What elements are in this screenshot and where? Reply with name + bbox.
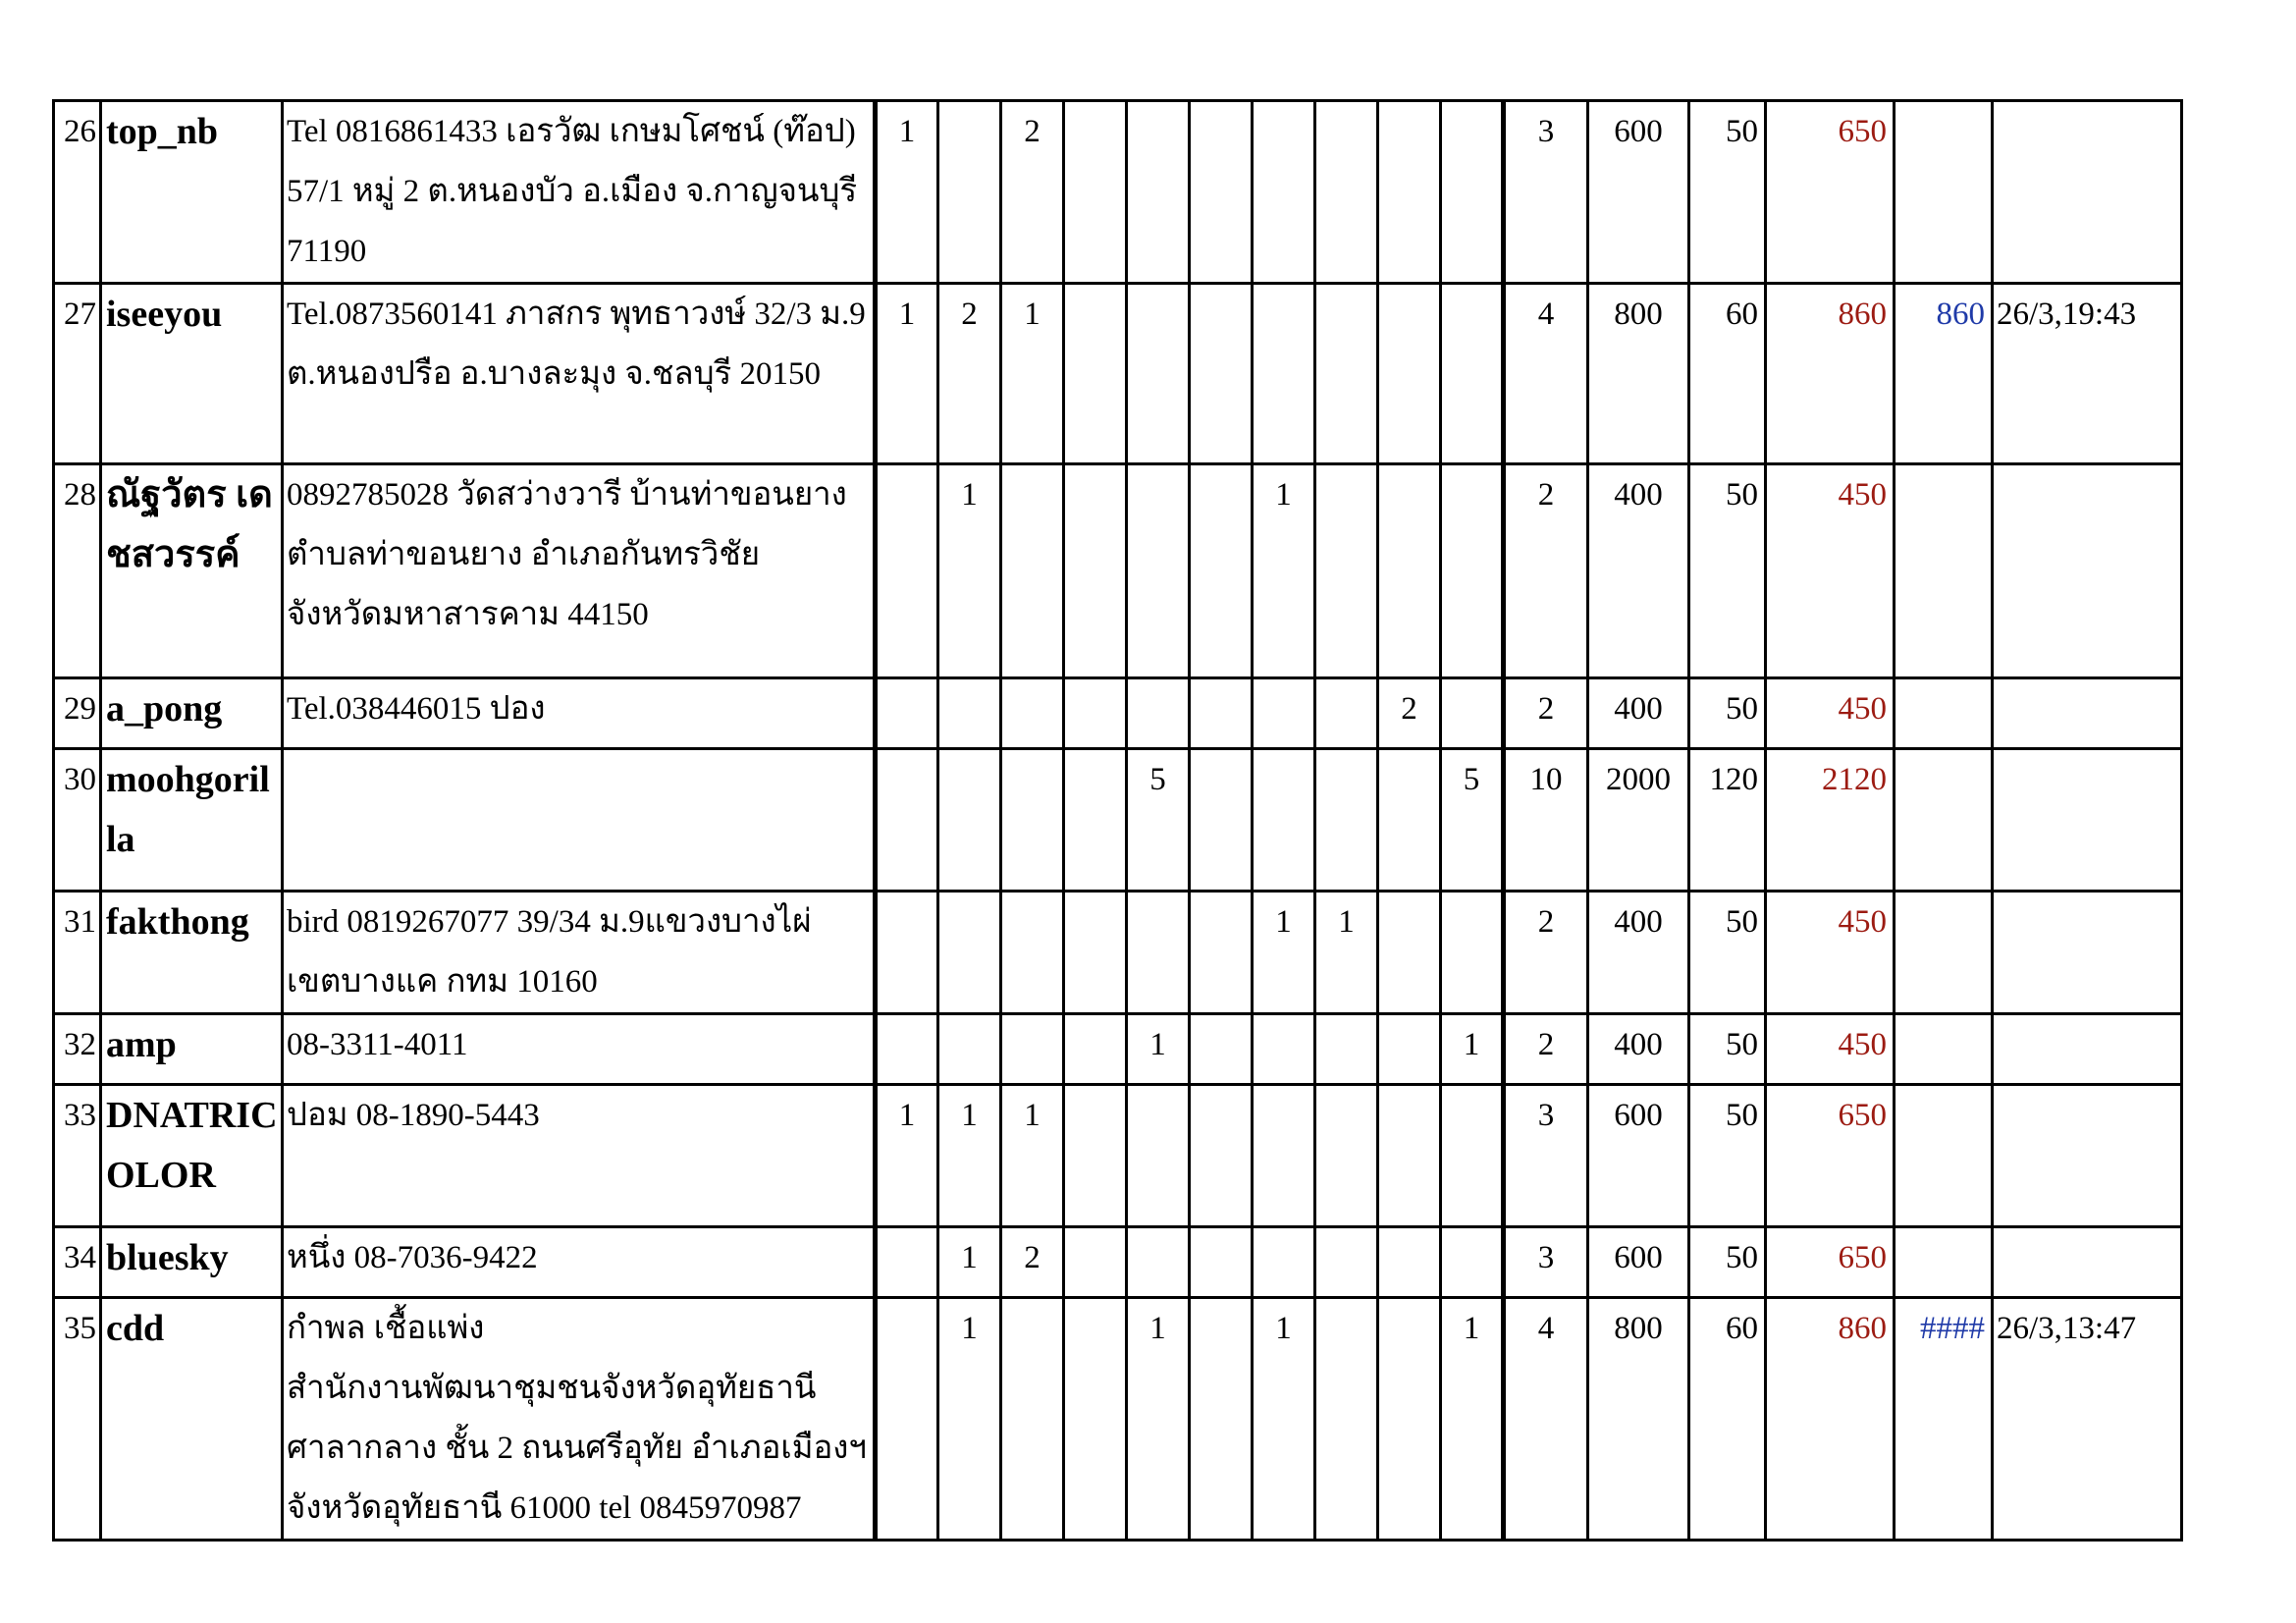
total-cell: 450 <box>1766 1014 1895 1085</box>
price-cell: 400 <box>1588 892 1689 1014</box>
row-number-cell: 29 <box>54 678 101 749</box>
quantity-cell <box>1441 284 1504 464</box>
quantity-cell <box>938 1014 1001 1085</box>
payment-datetime-cell: 26/3,19:43 <box>1993 284 2182 464</box>
contact-line: หนึ่ง 08-7036-9422 <box>287 1240 538 1275</box>
quantity-cell <box>1253 101 1315 284</box>
quantity-cell <box>1064 101 1127 284</box>
contact-address-cell <box>283 1085 876 1227</box>
item-count-cell: 2 <box>1504 892 1588 1014</box>
username-cell: bluesky <box>101 1227 283 1298</box>
username-cell: cdd <box>101 1298 283 1541</box>
quantity-cell <box>1253 1014 1315 1085</box>
contact-address-cell <box>283 284 876 464</box>
quantity-cell <box>938 892 1001 1014</box>
quantity-cell <box>1064 1298 1127 1541</box>
quantity-cell <box>1190 1227 1253 1298</box>
quantity-cell: 1 <box>1001 1085 1064 1227</box>
contact-line: Tel.038446015 ปอง <box>287 691 546 727</box>
quantity-cell <box>1064 284 1127 464</box>
payment-datetime-cell <box>1993 101 2182 284</box>
table-row <box>54 1298 2182 1541</box>
payment-datetime-cell <box>1993 749 2182 892</box>
quantity-cell <box>1064 678 1127 749</box>
total-cell: 860 <box>1766 1298 1895 1541</box>
quantity-cell <box>1001 892 1064 1014</box>
shipping-cell: 50 <box>1689 1227 1766 1298</box>
table-row <box>54 1227 2182 1298</box>
quantity-cell <box>1315 1298 1378 1541</box>
quantity-cell <box>1253 749 1315 892</box>
paid-amount-cell <box>1895 101 1993 284</box>
shipping-cell: 60 <box>1689 284 1766 464</box>
quantity-cell: 1 <box>938 464 1001 678</box>
contact-line: จังหวัดอุทัยธานี 61000 tel 0845970987 <box>287 1490 802 1526</box>
username-cell: ณัฐวัตร เดชสวรรค์ <box>101 464 283 678</box>
quantity-cell <box>1127 284 1190 464</box>
quantity-cell: 1 <box>876 1085 938 1227</box>
contact-address-cell <box>283 1227 876 1298</box>
quantity-cell <box>1315 1227 1378 1298</box>
username-cell: moohgorilla <box>101 749 283 892</box>
table-row <box>54 1085 2182 1227</box>
payment-datetime-cell <box>1993 1085 2182 1227</box>
quantity-cell <box>938 749 1001 892</box>
quantity-cell <box>1190 892 1253 1014</box>
price-cell: 800 <box>1588 1298 1689 1541</box>
quantity-cell <box>1378 1085 1441 1227</box>
contact-line: 0892785028 วัดสว่างวารี บ้านท่าขอนยาง <box>287 477 847 513</box>
table-row <box>54 464 2182 678</box>
quantity-cell <box>1127 101 1190 284</box>
contact-address-cell <box>283 1014 876 1085</box>
total-cell: 450 <box>1766 464 1895 678</box>
total-cell: 860 <box>1766 284 1895 464</box>
table-row <box>54 678 2182 749</box>
item-count-cell: 3 <box>1504 1085 1588 1227</box>
quantity-cell <box>1315 284 1378 464</box>
quantity-cell <box>1441 892 1504 1014</box>
quantity-cell: 5 <box>1127 749 1190 892</box>
quantity-cell <box>1441 464 1504 678</box>
item-count-cell: 10 <box>1504 749 1588 892</box>
quantity-cell <box>1190 1085 1253 1227</box>
contact-address-cell <box>283 101 876 284</box>
shipping-cell: 50 <box>1689 101 1766 284</box>
quantity-cell <box>1441 101 1504 284</box>
quantity-cell <box>1001 464 1064 678</box>
row-number-cell: 30 <box>54 749 101 892</box>
quantity-cell <box>1253 1227 1315 1298</box>
contact-address-cell <box>283 1298 876 1541</box>
quantity-cell: 1 <box>1253 892 1315 1014</box>
username-cell: amp <box>101 1014 283 1085</box>
quantity-cell: 1 <box>1253 464 1315 678</box>
quantity-cell <box>1127 892 1190 1014</box>
contact-line: จังหวัดมหาสารคาม 44150 <box>287 597 649 632</box>
quantity-cell <box>1315 101 1378 284</box>
quantity-cell <box>938 678 1001 749</box>
contact-line: bird 0819267077 39/34 ม.9แขวงบางไผ่ <box>287 904 812 940</box>
quantity-cell <box>1127 1227 1190 1298</box>
contact-line: ปอม 08-1890-5443 <box>287 1098 540 1133</box>
quantity-cell <box>1441 678 1504 749</box>
row-number-cell: 27 <box>54 284 101 464</box>
contact-address-cell <box>283 892 876 1014</box>
total-cell: 450 <box>1766 892 1895 1014</box>
quantity-cell: 1 <box>938 1298 1001 1541</box>
quantity-cell: 1 <box>1441 1014 1504 1085</box>
row-number-cell: 34 <box>54 1227 101 1298</box>
quantity-cell <box>1315 678 1378 749</box>
quantity-cell: 1 <box>938 1227 1001 1298</box>
paid-amount-cell <box>1895 464 1993 678</box>
username-cell: a_pong <box>101 678 283 749</box>
username-cell: iseeyou <box>101 284 283 464</box>
payment-datetime-cell <box>1993 1014 2182 1085</box>
contact-line: เขตบางแค กทม 10160 <box>287 964 598 1000</box>
quantity-cell <box>1001 749 1064 892</box>
quantity-cell <box>1378 892 1441 1014</box>
quantity-cell <box>1441 1085 1504 1227</box>
quantity-cell: 1 <box>1127 1014 1190 1085</box>
quantity-cell <box>1378 101 1441 284</box>
payment-datetime-cell <box>1993 678 2182 749</box>
quantity-cell: 1 <box>876 284 938 464</box>
contact-line: 57/1 หมู่ 2 ต.หนองบัว อ.เมือง จ.กาญจนบุรี <box>287 174 858 209</box>
row-number-cell: 31 <box>54 892 101 1014</box>
total-cell: 650 <box>1766 101 1895 284</box>
quantity-cell: 1 <box>1127 1298 1190 1541</box>
quantity-cell <box>1190 101 1253 284</box>
quantity-cell <box>938 101 1001 284</box>
table-row <box>54 749 2182 892</box>
payment-datetime-cell: 26/3,13:47 <box>1993 1298 2182 1541</box>
contact-line: Tel 0816861433 เอรวัฒ เกษมโศชน์ (ท๊อป) <box>287 114 856 149</box>
payment-datetime-cell <box>1993 1227 2182 1298</box>
quantity-cell: 2 <box>1001 101 1064 284</box>
item-count-cell: 2 <box>1504 678 1588 749</box>
quantity-cell: 1 <box>1253 1298 1315 1541</box>
quantity-cell <box>1190 749 1253 892</box>
quantity-cell <box>1378 749 1441 892</box>
paid-amount-cell: #### <box>1895 1298 1993 1541</box>
quantity-cell <box>1064 892 1127 1014</box>
shipping-cell: 50 <box>1689 678 1766 749</box>
contact-address-cell <box>283 678 876 749</box>
shipping-cell: 120 <box>1689 749 1766 892</box>
quantity-cell <box>876 1227 938 1298</box>
price-cell: 400 <box>1588 1014 1689 1085</box>
table-row <box>54 892 2182 1014</box>
item-count-cell: 2 <box>1504 1014 1588 1085</box>
item-count-cell: 2 <box>1504 464 1588 678</box>
table-row <box>54 101 2182 284</box>
quantity-cell <box>1378 1227 1441 1298</box>
table-row <box>54 1014 2182 1085</box>
paid-amount-cell <box>1895 678 1993 749</box>
quantity-cell <box>1378 1298 1441 1541</box>
price-cell: 600 <box>1588 101 1689 284</box>
quantity-cell <box>1127 678 1190 749</box>
quantity-cell: 1 <box>1001 284 1064 464</box>
quantity-cell <box>1064 1227 1127 1298</box>
shipping-cell: 50 <box>1689 1014 1766 1085</box>
username-cell: fakthong <box>101 892 283 1014</box>
quantity-cell <box>1190 678 1253 749</box>
quantity-cell <box>1190 284 1253 464</box>
row-number-cell: 33 <box>54 1085 101 1227</box>
row-number-cell: 28 <box>54 464 101 678</box>
quantity-cell: 2 <box>938 284 1001 464</box>
price-cell: 600 <box>1588 1085 1689 1227</box>
contact-address-cell <box>283 464 876 678</box>
quantity-cell: 1 <box>876 101 938 284</box>
contact-line: ศาลากลาง ชั้น 2 ถนนศรีอุทัย อำเภอเมืองฯ <box>287 1431 867 1466</box>
quantity-cell: 1 <box>1315 892 1378 1014</box>
paid-amount-cell: 860 <box>1895 284 1993 464</box>
quantity-cell <box>1441 1227 1504 1298</box>
quantity-cell <box>1253 678 1315 749</box>
quantity-cell <box>1127 1085 1190 1227</box>
quantity-cell <box>876 749 938 892</box>
contact-line: 08-3311-4011 <box>287 1027 468 1062</box>
quantity-cell <box>1064 749 1127 892</box>
price-cell: 400 <box>1588 678 1689 749</box>
quantity-cell <box>1253 284 1315 464</box>
order-table <box>52 99 2183 1542</box>
paid-amount-cell <box>1895 892 1993 1014</box>
quantity-cell <box>1190 1014 1253 1085</box>
total-cell: 450 <box>1766 678 1895 749</box>
quantity-cell <box>1190 1298 1253 1541</box>
payment-datetime-cell <box>1993 892 2182 1014</box>
quantity-cell: 2 <box>1001 1227 1064 1298</box>
contact-line: กำพล เชื้อแพ่ง <box>287 1311 485 1346</box>
item-count-cell: 3 <box>1504 1227 1588 1298</box>
item-count-cell: 3 <box>1504 101 1588 284</box>
contact-address-cell <box>283 749 876 892</box>
quantity-cell <box>1127 464 1190 678</box>
item-count-cell: 4 <box>1504 1298 1588 1541</box>
quantity-cell <box>1378 284 1441 464</box>
price-cell: 600 <box>1588 1227 1689 1298</box>
quantity-cell: 1 <box>938 1085 1001 1227</box>
contact-line: ตำบลท่าขอนยาง อำเภอกันทรวิชัย <box>287 537 761 572</box>
shipping-cell: 50 <box>1689 892 1766 1014</box>
quantity-cell <box>1315 1085 1378 1227</box>
paid-amount-cell <box>1895 1227 1993 1298</box>
price-cell: 2000 <box>1588 749 1689 892</box>
price-cell: 800 <box>1588 284 1689 464</box>
contact-line: 71190 <box>287 234 367 269</box>
username-cell: DNATRICOLOR <box>101 1085 283 1227</box>
paid-amount-cell <box>1895 749 1993 892</box>
quantity-cell <box>1001 1298 1064 1541</box>
quantity-cell <box>876 1014 938 1085</box>
row-number-cell: 35 <box>54 1298 101 1541</box>
quantity-cell <box>876 892 938 1014</box>
item-count-cell: 4 <box>1504 284 1588 464</box>
username-cell: top_nb <box>101 101 283 284</box>
shipping-cell: 50 <box>1689 1085 1766 1227</box>
contact-line: Tel.0873560141 ภาสกร พุทธาวงษ์ 32/3 ม.9 <box>287 297 866 332</box>
quantity-cell <box>1064 1014 1127 1085</box>
paid-amount-cell <box>1895 1014 1993 1085</box>
quantity-cell: 2 <box>1378 678 1441 749</box>
price-cell: 400 <box>1588 464 1689 678</box>
total-cell: 650 <box>1766 1227 1895 1298</box>
quantity-cell: 1 <box>1441 1298 1504 1541</box>
quantity-cell <box>876 678 938 749</box>
contact-line: ต.หนองปรือ อ.บางละมุง จ.ชลบุรี 20150 <box>287 356 822 392</box>
quantity-cell <box>1001 678 1064 749</box>
total-cell: 2120 <box>1766 749 1895 892</box>
payment-datetime-cell <box>1993 464 2182 678</box>
quantity-cell <box>1315 464 1378 678</box>
quantity-cell <box>876 464 938 678</box>
quantity-cell <box>1378 1014 1441 1085</box>
contact-line: สำนักงานพัฒนาชุมชนจังหวัดอุทัยธานี <box>287 1371 817 1406</box>
quantity-cell: 5 <box>1441 749 1504 892</box>
quantity-cell <box>1315 749 1378 892</box>
row-number-cell: 32 <box>54 1014 101 1085</box>
quantity-cell <box>1001 1014 1064 1085</box>
quantity-cell <box>1064 464 1127 678</box>
row-number-cell: 26 <box>54 101 101 284</box>
quantity-cell <box>876 1298 938 1541</box>
quantity-cell <box>1378 464 1441 678</box>
paid-amount-cell <box>1895 1085 1993 1227</box>
quantity-cell <box>1064 1085 1127 1227</box>
table-row <box>54 284 2182 464</box>
shipping-cell: 60 <box>1689 1298 1766 1541</box>
quantity-cell <box>1253 1085 1315 1227</box>
quantity-cell <box>1315 1014 1378 1085</box>
total-cell: 650 <box>1766 1085 1895 1227</box>
shipping-cell: 50 <box>1689 464 1766 678</box>
quantity-cell <box>1190 464 1253 678</box>
